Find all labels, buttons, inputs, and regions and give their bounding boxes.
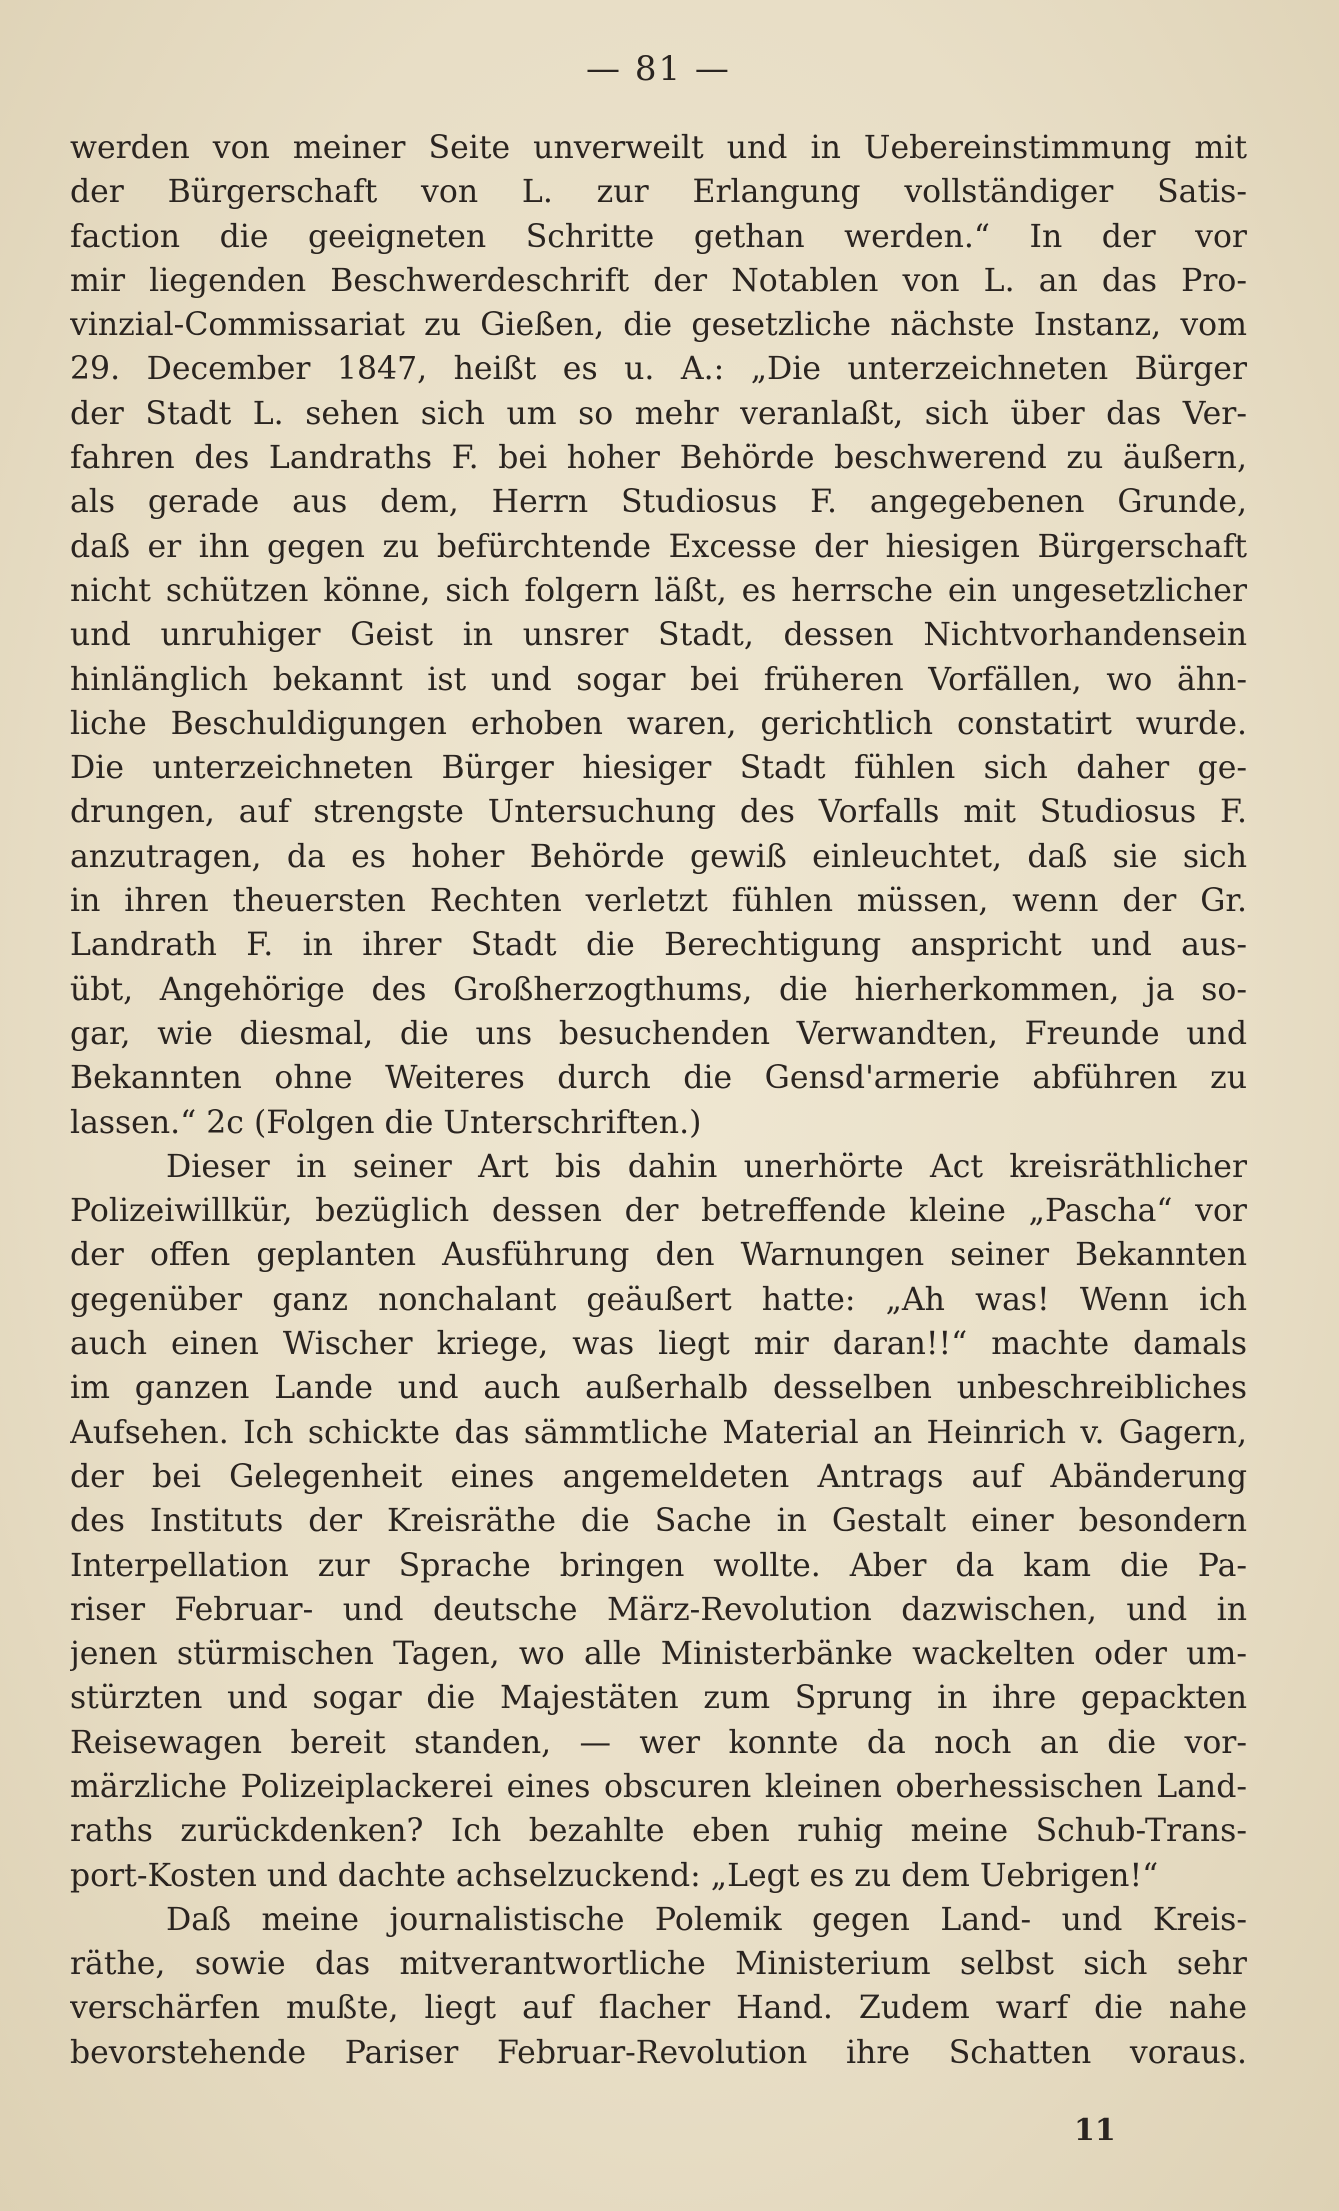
text-line: anzutragen, da es hoher Behörde gewiß einleuchtet, daß sie sich [70,838,1247,875]
text-line: faction die geeigneten Schritte gethan werden.“ In der vor [70,218,1247,255]
text-line: mir liegenden Beschwerdeschrift der Notablen von L. an das Pro- [70,262,1247,299]
text-line: auch einen Wischer kriege, was liegt mir daran!!“ machte damals [70,1326,1247,1363]
text-line: Aufsehen. Ich schickte das sämmtliche Material an Heinrich v. Gagern, [70,1414,1247,1451]
signature-mark: 11 [1074,2113,1116,2148]
text-line: werden von meiner Seite unverweilt und in Uebereinstimmung mit [70,130,1247,166]
text-line: bevorstehende Pariser Februar-Revolution ihre Schatten voraus. [70,2034,1247,2071]
text-line: lassen.“ 2c (Folgen die Unterschriften.) [70,1104,702,1141]
text-line: Polizeiwillkür, bezüglich dessen der betreffende kleine „Pascha“ vor [70,1193,1247,1230]
text-line: liche Beschuldigungen erhoben waren, gerichtlich constatirt wurde. [70,705,1247,742]
text-line: des Instituts der Kreisräthe die Sache in Gestalt einer besondern [70,1503,1247,1540]
text-line: daß er ihn gegen zu befürchtende Excesse der hiesigen Bürgerschaft [70,528,1247,565]
text-line: 29. December 1847, heißt es u. A.: „Die unterzeichneten Bürger [70,351,1247,388]
text-line: nicht schützen könne, sich folgern läßt, es herrsche ein ungesetzlicher [70,572,1247,609]
text-line: port-Kosten und dachte achselzuckend: „Legt es zu dem Uebrigen!“ [70,1857,1159,1894]
text-line: stürzten und sogar die Majestäten zum Sprung in ihre gepackten [70,1680,1247,1717]
text-line: Landrath F. in ihrer Stadt die Berechtigung anspricht und aus- [70,927,1247,964]
text-line: der offen geplanten Ausführung den Warnungen seiner Bekannten [70,1237,1247,1274]
text-line: Die unterzeichneten Bürger hiesiger Stadt fühlen sich daher ge- [70,750,1247,787]
text-line: hinlänglich bekannt ist und sogar bei früheren Vorfällen, wo ähn- [70,661,1247,698]
body-text [70,126,1247,2075]
text-line: und unruhiger Geist in unsrer Stadt, dessen Nichtvorhandensein [70,617,1247,654]
text-line: räthe, sowie das mitverantwortliche Ministerium selbst sich sehr [70,1946,1247,1983]
text-line: der bei Gelegenheit eines angemeldeten Antrags auf Abänderung [70,1458,1247,1495]
text-line: Bekannten ohne Weiteres durch die Gensd'armerie abführen zu [70,1060,1247,1097]
paragraph-start-line: Dieser in seiner Art bis dahin unerhörte Act kreisräthlicher [166,1148,1247,1185]
text-line: drungen, auf strengste Untersuchung des Vorfalls mit Studiosus F. [70,794,1247,831]
text-line: der Stadt L. sehen sich um so mehr veranlaßt, sich über das Ver- [70,395,1247,432]
text-line: gar, wie diesmal, die uns besuchenden Verwandten, Freunde und [70,1015,1247,1052]
text-line: Reisewagen bereit standen, — wer konnte da noch an die vor- [70,1724,1247,1761]
page-number: — 81 — [586,49,731,89]
text-line: riser Februar- und deutsche März-Revolution dazwischen, und in [70,1591,1247,1628]
text-line: Interpellation zur Sprache bringen wollte. Aber da kam die Pa- [70,1547,1247,1584]
text-line: fahren des Landraths F. bei hoher Behörde beschwerend zu äußern, [70,440,1247,477]
text-line: märzliche Polizeiplackerei eines obscuren kleinen oberhessischen Land- [70,1768,1247,1805]
text-line: als gerade aus dem, Herrn Studiosus F. angegebenen Grunde, [70,484,1247,521]
text-line: übt, Angehörige des Großherzogthums, die hierherkommen, ja so- [70,971,1247,1008]
text-line: jenen stürmischen Tagen, wo alle Ministerbänke wackelten oder um- [70,1636,1247,1673]
paragraph-start-line: Daß meine journalistische Polemik gegen Land- und Kreis- [166,1901,1247,1938]
text-line: vinzial-Commissariat zu Gießen, die gesetzliche nächste Instanz, vom [70,307,1247,344]
text-line: im ganzen Lande und auch außerhalb desselben unbeschreibliches [70,1370,1247,1407]
text-line: gegenüber ganz nonchalant geäußert hatte: „Ah was! Wenn ich [70,1281,1247,1318]
text-line: in ihren theuersten Rechten verletzt fühlen müssen, wenn der Gr. [70,883,1247,920]
text-line: verschärfen mußte, liegt auf flacher Hand. Zudem warf die nahe [70,1990,1247,2027]
text-line: der Bürgerschaft von L. zur Erlangung vollständiger Satis- [70,174,1247,211]
text-line: raths zurückdenken? Ich bezahlte eben ruhig meine Schub-Trans- [70,1813,1247,1850]
